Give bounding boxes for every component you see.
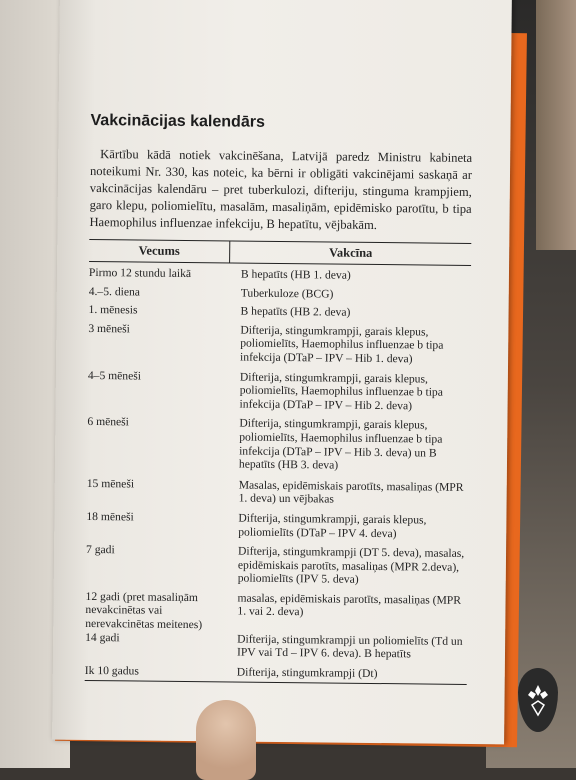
table-row xyxy=(86,543,468,588)
row-age: 12 gadi (pret masaliņām nevakcinētas vai nerevakcinētas meitenes) xyxy=(85,589,203,632)
row-vaccine: B hepatīts (HB 1. deva) xyxy=(240,267,351,282)
table-row xyxy=(85,664,467,682)
page-heading: Vakcinācijas kalendārs xyxy=(90,111,265,131)
table-row xyxy=(89,303,471,321)
vaccination-table xyxy=(85,239,472,685)
table-row xyxy=(87,477,469,508)
table-row xyxy=(89,285,471,303)
row-vaccine: Difterija, stingumkrampji, garais klepus, poliomielīts, Haemophilus influenzae b tipa infekcija (DTaP – IPV – Hib 3. deva) un B hepatīts (HB 3. deva) xyxy=(238,416,443,472)
row-age: Pirmo 12 stundu laikā xyxy=(88,265,192,281)
row-vaccine: B hepatīts (HB 2. deva) xyxy=(240,304,351,319)
table-body xyxy=(85,262,471,681)
flower-logo-glyph-icon xyxy=(526,683,550,717)
row-age: 7 gadi xyxy=(85,543,115,557)
table-row xyxy=(88,369,470,414)
row-age: 14 gadi xyxy=(85,630,120,644)
row-vaccine: Masalas, epidēmiskais parotīts, masaliņas (MPR 1. deva) un vējbakas xyxy=(238,478,464,506)
row-age: 6 mēneši xyxy=(87,415,130,429)
row-vaccine: Difterija, stingumkrampji, garais klepus, poliomielīts (DTaP – IPV 4. deva) xyxy=(238,511,427,540)
row-vaccine: Difterija, stingumkrampji, garais klepus, poliomielīts, Haemophilus influenzae b tipa infekcija (DTaP – IPV – Hib 2. deva) xyxy=(239,370,443,413)
header-age: Vecums xyxy=(89,240,230,262)
page-content xyxy=(85,112,473,685)
row-age: 4–5 mēneši xyxy=(87,368,142,383)
intro-paragraph: Kārtību kādā notiek vakcinēšana, Latvijā paredz Ministru kabineta noteikumi Nr. 330, kas noteic, ka bērni ir obligāti vakcinējami saskaņā ar vakcinācijas kalendāru – pret tuberkulozi, difteriju, stinguma krampjiem, garo klepu, poliomielītu, masalām, masaliņām, epidēmisko parotītu, b tipa Haemophilus influenzae infekciju, B hepatītu, vējbakām. xyxy=(89,147,473,232)
row-vaccine: Difterija, stingumkrampji (Dt) xyxy=(236,665,378,680)
row-vaccine: masalas, epidēmiskais parotīts, masaliņas (MPR 1. vai 2. deva) xyxy=(237,591,462,619)
table-row xyxy=(88,322,470,367)
row-age: 15 mēneši xyxy=(86,476,135,491)
table-row xyxy=(86,510,468,541)
table-row xyxy=(89,266,471,284)
row-vaccine: Tuberkuloze (BCG) xyxy=(240,286,334,301)
row-age: 1. mēnesis xyxy=(88,303,138,317)
row-vaccine: Difterija, stingumkrampji un poliomielīts (Td un IPV vai Td – IPV 6. deva). B hepatīts xyxy=(236,632,463,661)
header-vaccine: Vakcīna xyxy=(328,245,373,260)
table-row xyxy=(85,631,467,662)
row-age: Ik 10 gadus xyxy=(84,663,139,678)
row-age: 4.–5. diena xyxy=(88,284,141,299)
table-row xyxy=(85,590,467,635)
row-age: 18 mēneši xyxy=(86,509,134,524)
table-row xyxy=(87,415,470,473)
finger xyxy=(196,700,256,780)
row-age: 3 mēneši xyxy=(88,321,130,336)
book-page xyxy=(52,0,512,744)
cardboard-box xyxy=(536,0,576,250)
row-vaccine: Difterija, stingumkrampji, garais klepus, poliomielīts, Haemophilus influenzae b tipa infekcija (DTaP – IPV – Hib 1. deva) xyxy=(240,323,444,366)
row-vaccine: Difterija, stingumkrampji (DT 5. deva), masalas, epidēmiskais parotīts, masaliņas (MPR 2.deva), poliomielīts (IPV 5. deva) xyxy=(237,544,465,587)
